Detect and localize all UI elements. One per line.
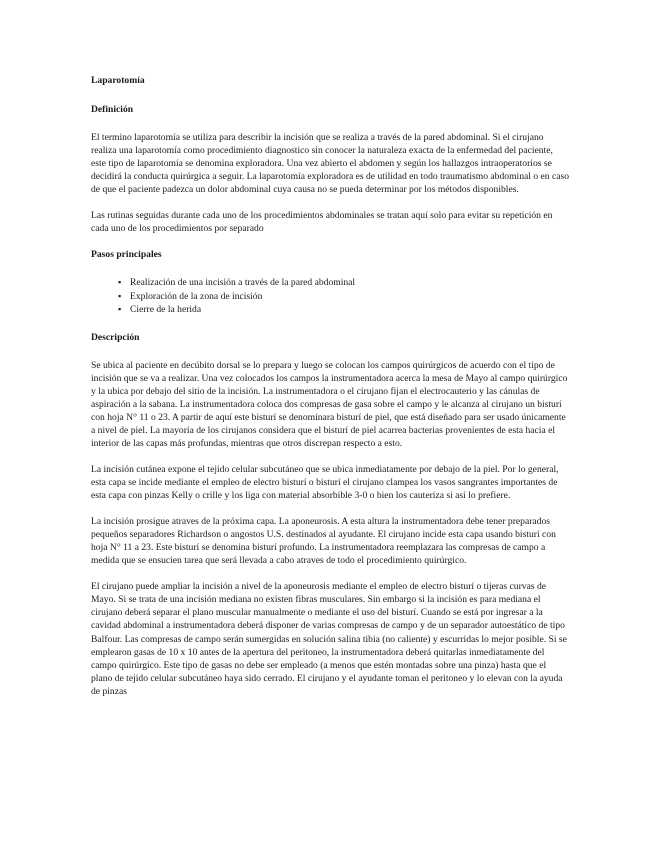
list-item-text: Exploración de la zona de incisión bbox=[130, 290, 263, 302]
list-item bbox=[91, 303, 569, 316]
section-heading-definicion: Definición bbox=[91, 104, 134, 116]
bullet-icon: ▪ bbox=[118, 277, 122, 288]
section-heading-pasos: Pasos principales bbox=[91, 249, 162, 261]
paragraph: El termino laparotomía se utiliza para describir la incisión que se realiza a través de la pared abdominal. Si el cirujano realiza una laparotomía como procedimiento diagnostico sin conocer la naturaleza exacta de la enfermedad del paciente, este tipo de laparotomía se denomina exploradora. Una vez abierto el abdomen y según los hallazgos intraoperatorios se decidirá la conducta quirúrgica a seguir. La laparotomía exploradora es de utilidad en todo traumatismo abdominal o en caso de que el paciente padezca un dolor abdominal cuya causa no se pueda determinar por los métodos disponibles. bbox=[91, 132, 570, 196]
list-item-text: Realización de una incisión a través de la pared abdominal bbox=[130, 277, 356, 289]
paragraph: La incisión prosigue atraves de la próxima capa. La aponeurosis. A esta altura la instrumentadora debe tener preparados pequeños separadores Richardson o angostos U.S. destinados al ayudante. El cirujano incide esta capa usando bisturí con hoja N° 11 a 23. Este bisturí se denomina bisturí profundo. La instrumentadora reemplazara las compresas de campo a medida que se ensucien tarea que será llevada a cabo atraves de todo el procedimiento quirúrgico. bbox=[91, 516, 556, 567]
paragraph: Se ubica al paciente en decúbito dorsal se lo prepara y luego se colocan los campos quirúrgicos de acuerdo con el tipo de incisión que se va a realizar. Una vez colocados los campos la instrumentadora acerca la mesa de Mayo al campo quirúrgico y la ubica por debajo del sitio de la incisión. La instrumentadora o el cirujano fijan el electrocauterio y las cánulas de aspiración a la sabana. La instrumentadora coloca dos compresas de gasa sobre el campo y le alcanza al cirujano un bisturí con hoja N° 11 o 23. A partir de aquí este bisturí se denominara bisturí de piel, que está diseñado para ser usado únicamente a nivel de piel. La mayoría de los cirujanos considera que el bisturí de piel acarrea bacterias provenientes de esta hacia el interior de las capas más profundas, mientras que otros discrepan respecto a esto. bbox=[91, 359, 568, 449]
paragraph: El cirujano puede ampliar la incisión a nivel de la aponeurosis mediante el empleo de electro bisturí o tijeras curvas de Mayo. Si se trata de una incisión mediana no existen fibras musculares. Sin embargo si la incisión es para mediana el cirujano deberá separar el plano muscular manualmente o mediante el uso del bisturí. Cuando se está por ingresar a la cavidad abdominal a instrumentadora deberá disponer de varias compresas de campo y de un separador autoestático de tipo Balfour. Las compresas de campo serán sumergidas en solución salina tibia (no caliente) y escurridas lo mejor posible. Si se emplearon gasas de 10 x 10 antes de la apertura del peritoneo, la instrumentadora deberá quitarlas inmediatamente del campo quirúrgico. Este tipo de gasas no debe ser empleado (a menos que estén montadas sobre una pinza) hasta que el plano de tejido celular subcutáneo haya sido cerrado. El cirujano y el ayudante toman el peritoneo y lo elevan con la ayuda de pinzas bbox=[91, 581, 567, 697]
bullet-icon: ▪ bbox=[118, 290, 122, 301]
document-page bbox=[91, 74, 569, 711]
document-title: Laparotomía bbox=[91, 75, 145, 86]
section-heading-descripcion: Descripción bbox=[91, 331, 140, 343]
steps-list bbox=[91, 276, 569, 315]
list-item-text: Cierre de la herida bbox=[130, 303, 202, 315]
list-item bbox=[91, 290, 569, 303]
bullet-icon: ▪ bbox=[118, 303, 122, 314]
paragraph: Las rutinas seguidas durante cada uno de los procedimientos abdominales se tratan aquí solo para evitar su repetición en cada uno de los procedimientos por separado bbox=[91, 210, 553, 235]
paragraph: La incisión cutánea expone el tejido celular subcutáneo que se ubica inmediatamente por debajo de la piel. Por lo general, esta capa se incide mediante el empleo de electro bisturí o bisturí el cirujano clampea los vasos sangrantes importantes de esta capa con pinzas Kelly o crille y los liga con material absorbible 3-0 o bien los cauteriza si así lo prefiere. bbox=[91, 463, 559, 502]
list-item bbox=[91, 276, 569, 289]
